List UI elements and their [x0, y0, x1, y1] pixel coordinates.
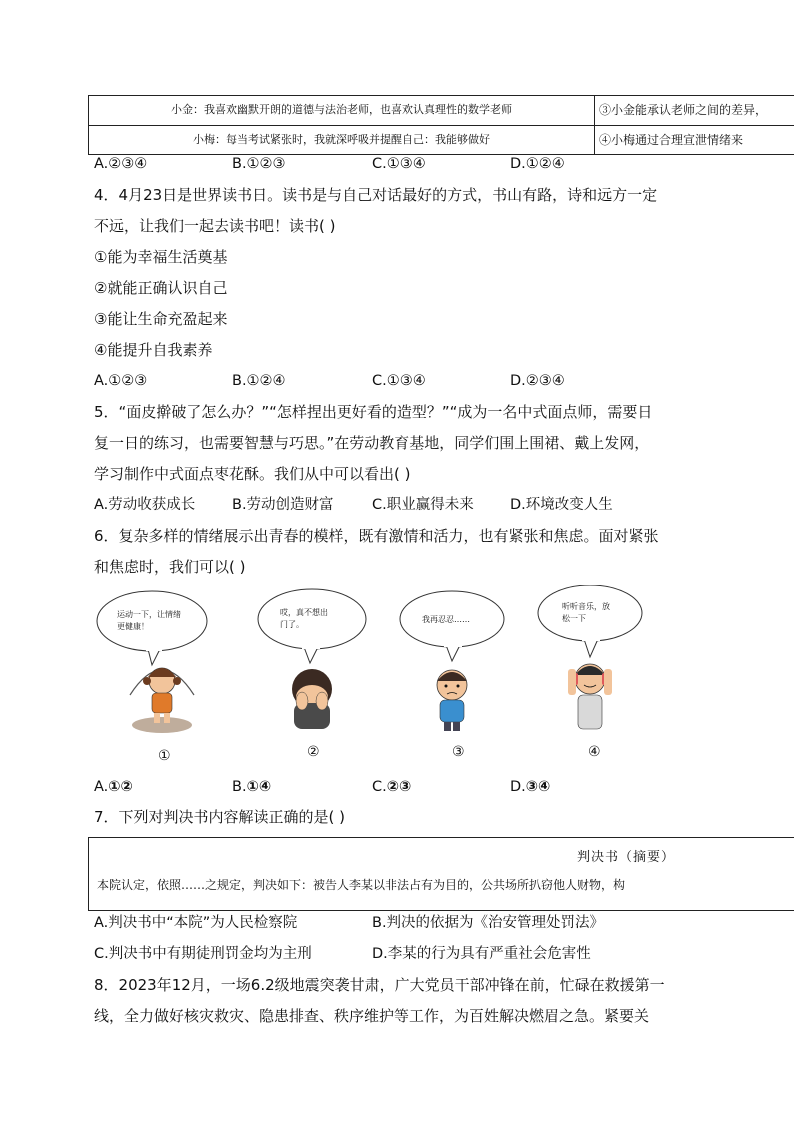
girl-jumping-rope-figure — [130, 668, 194, 733]
option-b[interactable]: B.①②④ — [232, 373, 286, 389]
option-c[interactable]: C.①③④ — [372, 156, 426, 172]
option-c[interactable]: C.②③ — [372, 779, 412, 795]
q6-stem-line1: 6．复杂多样的情绪展示出青春的模样，既有激情和活力，也有紧张和焦虑。面对紧张 — [94, 527, 659, 545]
option-c[interactable]: C.判决书中有期徒刑罚金均为主刑 — [94, 946, 312, 962]
option-b[interactable]: B.判决的依据为《治安管理处罚法》 — [372, 915, 605, 931]
q7-stem: 7．下列对判决书内容解读正确的是( ) — [94, 808, 346, 826]
emotion-illustration — [90, 585, 690, 770]
option-a[interactable]: A.劳动收获成长 — [94, 497, 196, 513]
sad-child-figure — [292, 669, 332, 729]
table-cell-right: ③小金能承认老师之间的差异， — [599, 103, 768, 117]
option-c[interactable]: C.职业赢得未来 — [372, 497, 474, 513]
q8-stem-line2: 线，全力做好核灾救灾、隐患排查、秩序维护等工作，为百姓解决燃眉之急。紧要关 — [94, 1007, 650, 1025]
q4-item-1: ①能为幸福生活奠基 — [94, 248, 228, 266]
table-cell-left: 小金：我喜欢幽默开朗的道德与法治老师，也喜欢认真理性的数学老师 — [171, 103, 512, 116]
table-row — [89, 96, 794, 125]
bubble-1-line1: 运动一下，让情绪 — [117, 610, 181, 619]
boy-enduring-figure — [437, 670, 467, 731]
q4-item-4: ④能提升自我素养 — [94, 341, 213, 359]
q4-item-3: ③能让生命充盈起来 — [94, 310, 228, 328]
q4-stem-line1: 4．4月23日是世界读书日。读书是与自己对话最好的方式，书山有路，诗和远方一定 — [94, 186, 658, 204]
judgment-title: 判决书（摘要） — [577, 850, 676, 865]
option-a[interactable]: A.②③④ — [94, 156, 148, 172]
top-table — [88, 95, 794, 155]
bubble-4-line1: 听听音乐，放 — [562, 602, 610, 611]
q8-stem-line1: 8．2023年12月，一场6.2级地震突袭甘肃，广大党员干部冲锋在前，忙碌在救援第一 — [94, 976, 665, 994]
option-a[interactable]: A.①② — [94, 779, 133, 795]
figure-label-2: ② — [307, 744, 320, 760]
option-d[interactable]: D.②③④ — [510, 373, 565, 389]
table-row — [89, 125, 794, 155]
figure-label-3: ③ — [452, 744, 465, 760]
option-b[interactable]: B.劳动创造财富 — [232, 497, 334, 513]
q5-stem-line3: 学习制作中式面点枣花酥。我们从中可以看出( ) — [94, 465, 411, 483]
option-d[interactable]: D.环境改变人生 — [510, 497, 613, 513]
bubble-1-line2: 更健康！ — [117, 622, 149, 631]
speech-bubble-3 — [400, 591, 504, 661]
judgment-content: 本院认定，依照……之规定，判决如下：被告人李某以非法占有为目的，公共场所扒窃他人财物，构 — [97, 878, 626, 892]
bubble-2-line1: 哎，真不想出 — [280, 608, 328, 617]
option-a[interactable]: A.①②③ — [94, 373, 148, 389]
emotion-figures-svg — [90, 585, 690, 770]
speech-bubble-4 — [538, 585, 642, 657]
option-b[interactable]: B.①④ — [232, 779, 272, 795]
table-cell-left: 小梅：每当考试紧张时，我就深呼吸并提醒自己：我能够做好 — [193, 133, 490, 146]
bubble-4-line2: 松一下 — [562, 614, 586, 623]
speech-bubble-1 — [97, 591, 207, 665]
q4-item-2: ②就能正确认识自己 — [94, 279, 228, 297]
q5-stem-line1: 5．“面皮擀破了怎么办？”“怎样捏出更好看的造型？”“成为一名中式面点师，需要日 — [94, 403, 653, 421]
table-cell-right: ④小梅通过合理宣泄情绪来 — [599, 133, 744, 147]
speech-bubble-2 — [258, 589, 366, 663]
bubble-2-line2: 门了。 — [280, 620, 304, 629]
judgment-box — [88, 837, 794, 911]
figure-label-4: ④ — [588, 744, 601, 760]
option-b[interactable]: B.①②③ — [232, 156, 286, 172]
option-a[interactable]: A.判决书中“本院”为人民检察院 — [94, 915, 298, 931]
option-d[interactable]: D.①②④ — [510, 156, 565, 172]
bubble-3-line1: 我再忍忍…… — [422, 615, 470, 624]
q5-stem-line2: 复一日的练习，也需要智慧与巧思。”在劳动教育基地，同学们围上围裙、戴上发网， — [94, 434, 650, 452]
option-d[interactable]: D.③④ — [510, 779, 551, 795]
q4-stem-line2: 不远，让我们一起去读书吧！读书( ) — [94, 217, 336, 235]
figure-label-1: ① — [158, 748, 171, 764]
option-c[interactable]: C.①③④ — [372, 373, 426, 389]
option-d[interactable]: D.李某的行为具有严重社会危害性 — [372, 946, 591, 962]
q6-stem-line2: 和焦虑时，我们可以( ) — [94, 558, 246, 576]
child-listening-music-figure — [568, 664, 612, 729]
